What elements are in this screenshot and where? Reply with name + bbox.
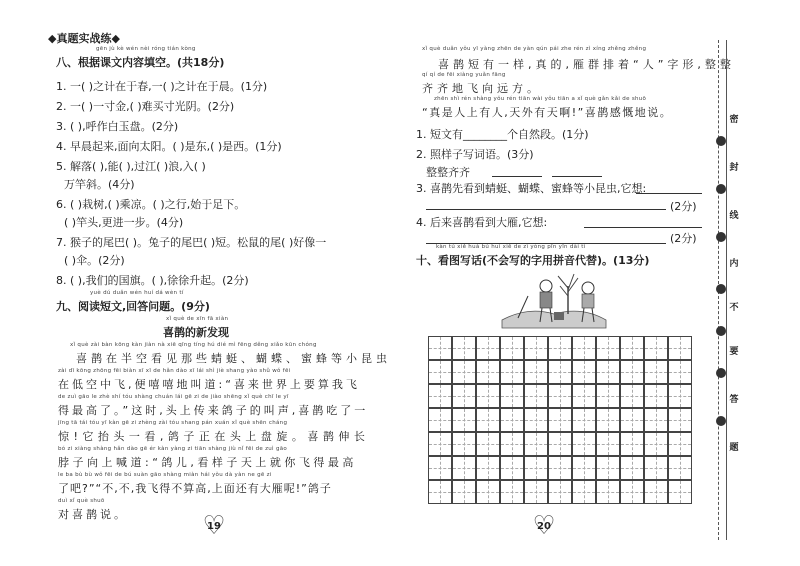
question-7-line-2: ( )伞。(2分) <box>64 254 125 267</box>
binding-hole-dot <box>716 184 726 194</box>
right-question-1: 1. 短文有________个自然段。(1分) <box>416 128 589 141</box>
grid-cell[interactable] <box>452 360 476 384</box>
grid-cell[interactable] <box>452 408 476 432</box>
question-4: 4. 早晨起来,面向太阳。( )是东,( )是西。(1分) <box>56 140 282 153</box>
grid-cell[interactable] <box>500 360 524 384</box>
right-line-3-pinyin: zhēn shì rén shàng yǒu rén tiān wài yǒu tiān a xǐ què gǎn kǎi de shuō <box>434 96 647 102</box>
grid-cell[interactable] <box>620 408 644 432</box>
sec8-pinyin: gēn jù kè wén nèi róng tián kòng <box>96 46 196 52</box>
right-line-2-pinyin: qí qí de fēi xiàng yuǎn fāng <box>422 72 506 78</box>
tree-planting-illustration <box>498 266 610 332</box>
grid-cell[interactable] <box>500 480 524 504</box>
grid-cell[interactable] <box>500 456 524 480</box>
grid-cell[interactable] <box>428 360 452 384</box>
binding-hole-dot <box>716 136 726 146</box>
grid-cell[interactable] <box>620 336 644 360</box>
q3-score: (2分) <box>670 200 697 213</box>
binding-char: 内 <box>729 259 739 269</box>
grid-cell[interactable] <box>596 456 620 480</box>
binding-char: 不 <box>729 303 739 313</box>
grid-cell[interactable] <box>668 384 692 408</box>
answer-line[interactable] <box>636 192 702 194</box>
para-line-2: 在低空中飞,便嘻嘻地叫道:“喜来世界上要算我飞 <box>58 378 360 391</box>
binding-char: 线 <box>729 211 739 221</box>
grid-cell[interactable] <box>524 480 548 504</box>
para-line-6: 了吧?”“不,不,我飞得不算高,上面还有大雁呢!”鸽子 <box>58 482 332 495</box>
page-number-right: ♡ 20 <box>530 516 558 538</box>
grid-cell[interactable] <box>428 336 452 360</box>
question-3: 3. ( ),呼作白玉盘。(2分) <box>56 120 179 133</box>
para-line-3: 得最高了。”这时,头上传来鸽子的叫声,喜鹊吃了一 <box>58 404 369 417</box>
grid-cell[interactable] <box>644 456 668 480</box>
grid-cell[interactable] <box>596 384 620 408</box>
binding-hole-dot <box>716 232 726 242</box>
grid-cell[interactable] <box>500 432 524 456</box>
grid-cell[interactable] <box>620 384 644 408</box>
grid-cell[interactable] <box>548 480 572 504</box>
grid-cell[interactable] <box>476 336 500 360</box>
para-line-5: 脖子向上喊道:“鸽儿,看样子天上就你飞得最高 <box>58 456 357 469</box>
grid-cell[interactable] <box>572 432 596 456</box>
grid-cell[interactable] <box>428 456 452 480</box>
grid-cell[interactable] <box>524 432 548 456</box>
binding-hole-dot <box>716 368 726 378</box>
answer-line[interactable] <box>492 175 542 177</box>
grid-cell[interactable] <box>668 432 692 456</box>
section-9-title: 九、阅读短文,回答问题。(9分) <box>56 300 210 313</box>
binding-char: 要 <box>729 347 739 357</box>
grid-cell[interactable] <box>548 384 572 408</box>
grid-cell[interactable] <box>620 432 644 456</box>
grid-cell[interactable] <box>668 480 692 504</box>
grid-cell[interactable] <box>476 432 500 456</box>
right-line-1-pinyin: xǐ què duǎn yǒu yī yàng zhēn de yàn qún pái zhe rén zì xíng zhěng zhěng <box>422 46 647 52</box>
binding-hole-dot <box>716 284 726 294</box>
grid-cell[interactable] <box>548 360 572 384</box>
grid-cell[interactable] <box>476 480 500 504</box>
grid-cell[interactable] <box>572 408 596 432</box>
grid-cell[interactable] <box>452 480 476 504</box>
grid-cell[interactable] <box>500 384 524 408</box>
grid-cell[interactable] <box>596 336 620 360</box>
grid-cell[interactable] <box>572 360 596 384</box>
binding-char: 答 <box>729 395 739 405</box>
grid-cell[interactable] <box>596 432 620 456</box>
page-number-left: ♡ 19 <box>200 516 228 538</box>
story-title: 喜鹊的新发现 <box>163 326 229 339</box>
story-title-pinyin: xǐ què de xīn fā xiàn <box>166 316 229 322</box>
grid-cell[interactable] <box>452 384 476 408</box>
grid-cell[interactable] <box>428 480 452 504</box>
grid-cell[interactable] <box>524 408 548 432</box>
question-7-line-1: 7. 猴子的尾巴( )。兔子的尾巴( )短。松鼠的尾( )好像一 <box>56 236 327 249</box>
sec10-pinyin: kàn tú xiě huà bú huì xiě de zì yòng pīn yīn dài tì <box>436 244 586 250</box>
question-2: 2. 一( )一寸金,( )难买寸光阴。(2分) <box>56 100 235 113</box>
right-question-3: 3. 喜鹊先看到蜻蜓、蝴蝶、蜜蜂等小昆虫,它想: <box>416 182 647 195</box>
right-line-3: “真是人上有人,天外有天啊!”喜鹊感慨地说。 <box>422 106 673 119</box>
grid-cell[interactable] <box>668 456 692 480</box>
question-6-line-1: 6. ( )栽树,( )乘凉。( )之行,始于足下。 <box>56 198 246 211</box>
grid-cell[interactable] <box>428 384 452 408</box>
grid-cell[interactable] <box>572 384 596 408</box>
question-5-line-2: 万竿斜。(4分) <box>64 178 135 191</box>
grid-cell[interactable] <box>548 408 572 432</box>
grid-cell[interactable] <box>500 408 524 432</box>
section-8-title: 八、根据课文内容填空。(共18分) <box>56 56 225 69</box>
q4-score: (2分) <box>670 232 697 245</box>
header-tag: ◆ 真题实战练 ◆ <box>48 30 120 46</box>
question-8: 8. ( ),我们的国旗。( ),徐徐升起。(2分) <box>56 274 249 287</box>
grid-cell[interactable] <box>524 360 548 384</box>
right-question-4: 4. 后来喜鹊看到大雁,它想: <box>416 216 548 229</box>
grid-cell[interactable] <box>620 456 644 480</box>
grid-cell[interactable] <box>548 456 572 480</box>
grid-cell[interactable] <box>644 360 668 384</box>
grid-cell[interactable] <box>476 456 500 480</box>
right-question-2: 2. 照样子写词语。(3分) <box>416 148 534 161</box>
binding-char: 密 <box>729 115 739 125</box>
binding-char: 题 <box>729 443 739 453</box>
answer-line[interactable] <box>584 226 702 228</box>
para-line-5-pinyin: bó zi xiàng shàng hǎn dào gē ér kàn yàng zi tiān shàng jiù nǐ fēi de zuì gāo <box>58 446 288 452</box>
grid-cell[interactable] <box>620 360 644 384</box>
para-line-1-pinyin: xǐ què zài bàn kōng kàn jiàn nà xiē qīng tíng hú dié mì fēng děng xiǎo kūn chóng <box>70 342 317 348</box>
question-5-line-1: 5. 解落( ),能( ),过江( )浪,入( ) <box>56 160 206 173</box>
grid-cell[interactable] <box>620 480 644 504</box>
para-line-6-pinyin: le ba bù bù wǒ fēi de bú suàn gāo shàng miàn hái yǒu dà yàn ne gē zi <box>58 472 272 478</box>
right-line-2: 齐齐地飞向远方。 <box>422 82 542 95</box>
para-line-1: 喜鹊在半空看见那些蜻蜓、蝴蝶、蜜蜂等小昆虫 <box>76 352 391 365</box>
grid-cell[interactable] <box>476 408 500 432</box>
para-line-7-pinyin: duì xǐ què shuō <box>58 498 105 504</box>
grid-cell[interactable] <box>548 432 572 456</box>
grid-cell[interactable] <box>668 336 692 360</box>
grid-cell[interactable] <box>596 408 620 432</box>
grid-cell[interactable] <box>428 432 452 456</box>
grid-cell[interactable] <box>668 360 692 384</box>
grid-cell[interactable] <box>644 408 668 432</box>
grid-cell[interactable] <box>668 408 692 432</box>
grid-cell[interactable] <box>500 336 524 360</box>
grid-cell[interactable] <box>476 360 500 384</box>
grid-cell[interactable] <box>524 384 548 408</box>
para-line-4: 惊!它抬头一看,鸽子正在头上盘旋。喜鹊伸长 <box>58 430 370 443</box>
para-line-7: 对喜鹊说。 <box>58 508 128 521</box>
answer-line[interactable] <box>426 208 666 210</box>
grid-cell[interactable] <box>548 336 572 360</box>
binding-hole-dot <box>716 416 726 426</box>
grid-cell[interactable] <box>524 456 548 480</box>
para-line-2-pinyin: zài dī kōng zhōng fēi biàn xī xī de hǎn dào xī lái shì jiè shang yào shǔ wǒ fēi <box>58 368 291 374</box>
grid-cell[interactable] <box>572 336 596 360</box>
question-6-line-2: ( )竿头,更进一步。(4分) <box>64 216 184 229</box>
grid-cell[interactable] <box>572 480 596 504</box>
sec9-pinyin: yuè dú duǎn wén huí dá wèn tí <box>90 290 184 296</box>
grid-cell[interactable] <box>644 480 668 504</box>
para-line-3-pinyin: de zuì gāo le zhè shí tóu shàng chuán lái gē zi de jiào shēng xǐ què chī le yī <box>58 394 289 400</box>
grid-cell[interactable] <box>596 360 620 384</box>
grid-cell[interactable] <box>572 456 596 480</box>
grid-cell[interactable] <box>452 432 476 456</box>
grid-cell[interactable] <box>644 336 668 360</box>
example-word: 整整齐齐 <box>426 166 470 179</box>
right-page <box>400 0 800 566</box>
question-1: 1. 一( )之计在于春,一( )之计在于晨。(1分) <box>56 80 268 93</box>
grid-cell[interactable] <box>596 480 620 504</box>
grid-cell[interactable] <box>452 336 476 360</box>
answer-line[interactable] <box>552 175 602 177</box>
grid-cell[interactable] <box>524 336 548 360</box>
grid-cell[interactable] <box>476 384 500 408</box>
grid-cell[interactable] <box>644 432 668 456</box>
grid-cell[interactable] <box>428 408 452 432</box>
section-10-title: 十、看图写话(不会写的字用拼音代替)。(13分) <box>416 254 650 267</box>
binding-hole-dot <box>716 326 726 336</box>
binding-char: 封 <box>729 163 739 173</box>
grid-cell[interactable] <box>452 456 476 480</box>
right-line-1: 喜鹊短有一样,真的,雁群排着“人”字形,整整 <box>438 58 735 71</box>
para-line-4-pinyin: jīng tā tái tóu yī kàn gē zi zhèng zài tóu shang pán xuán xǐ què shēn cháng <box>58 420 288 426</box>
grid-cell[interactable] <box>644 384 668 408</box>
